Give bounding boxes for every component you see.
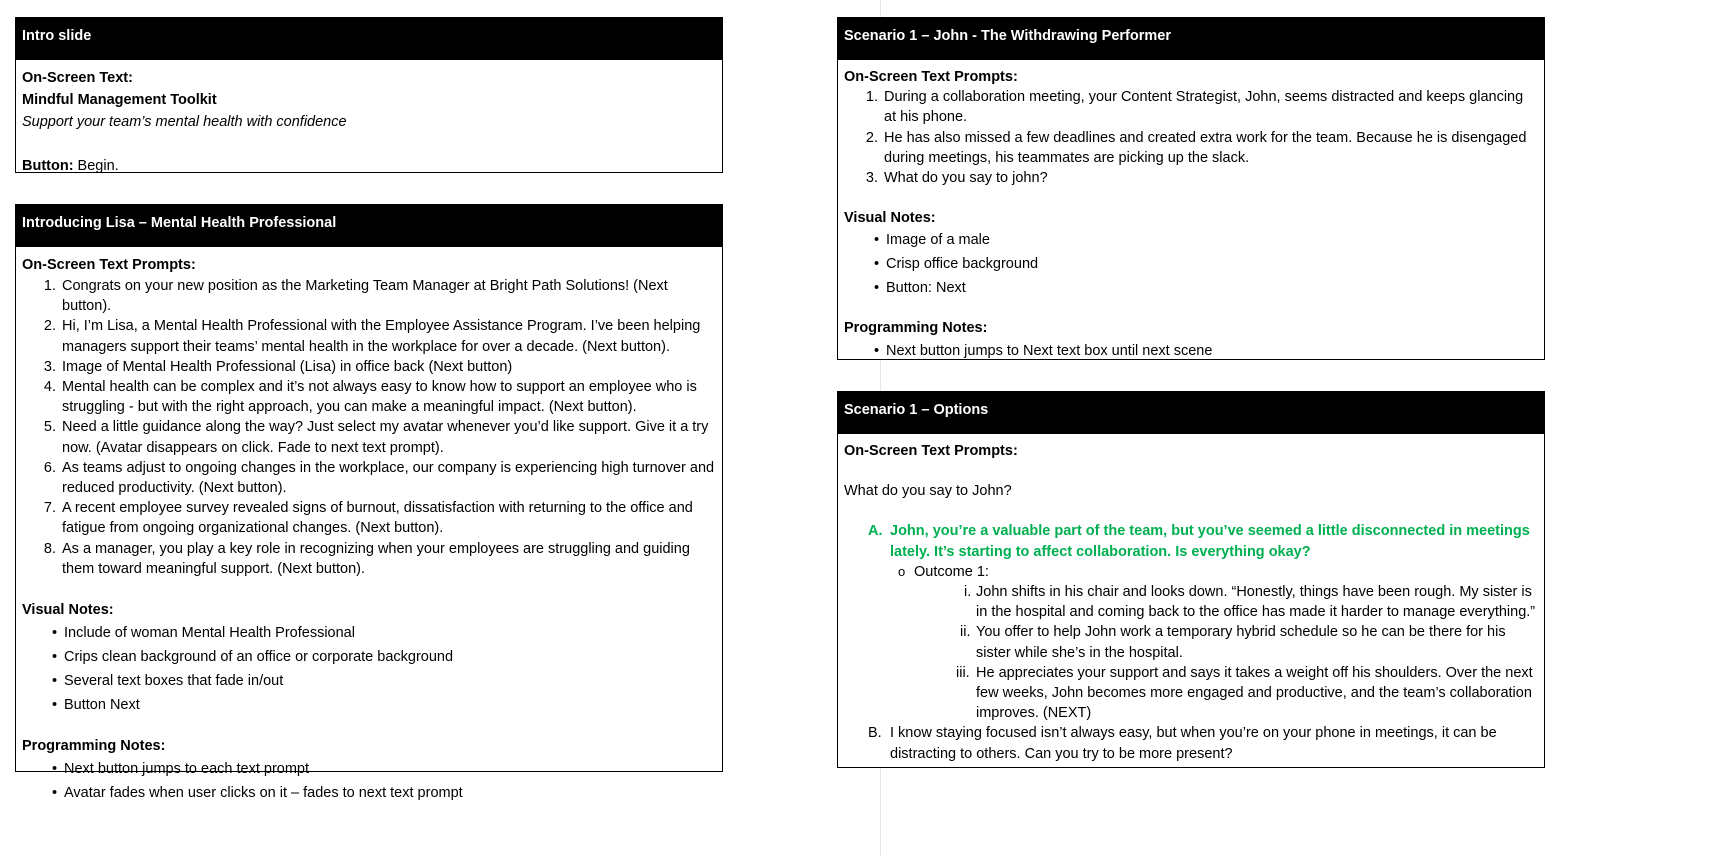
lisa-visual-list xyxy=(22,621,716,717)
scenario1-prompts-list xyxy=(844,87,1538,188)
option-a-text: John, you’re a valuable part of the team, but you’ve seemed a little disconnected in meetings lately. It’s starting to affect collaboration. Is everything okay? xyxy=(890,523,1530,560)
outcome-label: Outcome 1: xyxy=(914,563,989,580)
intro-slide-box xyxy=(15,17,723,173)
list-item: 4. Mental health can be complex and it’s not always easy to know how to support an employee who is struggling - but with the right approach, you can make a meaningful impact. (Next button). xyxy=(60,377,716,417)
list-item: • Crisp office background xyxy=(886,252,1538,276)
list-item: • Include of woman Mental Health Professional xyxy=(64,621,716,645)
list-item: i. John shifts in his chair and looks down. “Honestly, things have been rough. My sister is in the hospital and coming back to the office has made it harder to manage everything.” xyxy=(964,584,1536,621)
intro-button-value: Begin. xyxy=(73,158,119,174)
scenario1-visual-label: Visual Notes: xyxy=(844,210,936,227)
scenario1-visual-list xyxy=(844,228,1538,300)
list-item: 3. Image of Mental Health Professional (Lisa) in office back (Next button) xyxy=(60,357,716,377)
list-item: 8. As a manager, you play a key role in recognizing when your employees are struggling and guiding them toward meaningful support. (Next button). xyxy=(60,539,716,579)
list-item: 5. Need a little guidance along the way? Just select my avatar whenever you’d like support. Give it a try now. (Avatar disappears on click. Fade to next text prompt). xyxy=(60,417,716,457)
outcome-1 xyxy=(866,562,1538,582)
option-b xyxy=(868,723,1538,763)
option-b-text: I know staying focused isn’t always easy, but when you’re on your phone in meetings, it can be distracting to others. Can you try to be more present? xyxy=(890,725,1497,762)
list-item: 6. As teams adjust to ongoing changes in the workplace, our company is experiencing high turnover and reduced productivity. (Next button). xyxy=(60,458,716,498)
intro-onscreen-label: On-Screen Text: xyxy=(22,70,133,86)
lisa-visual-label: Visual Notes: xyxy=(22,602,114,619)
list-item: • Avatar fades when user clicks on it – fades to next text prompt xyxy=(64,781,716,805)
outcome-1-list xyxy=(866,582,1538,723)
list-item: 1. Congrats on your new position as the Marketing Team Manager at Bright Path Solutions! (Next button). xyxy=(60,276,716,316)
list-item: • Several text boxes that fade in/out xyxy=(64,669,716,693)
lisa-programming-list xyxy=(22,757,716,805)
document-page-right xyxy=(844,0,1728,856)
option-a-marker: A. xyxy=(868,523,883,540)
scenario1-programming-list xyxy=(844,339,1538,363)
list-item: • Image of a male xyxy=(886,228,1538,252)
options-question: What do you say to John? xyxy=(844,483,1012,500)
list-item: 7. A recent employee survey revealed signs of burnout, dissatisfaction with returning to the office and fatigue from ongoing organizational changes. (Next button). xyxy=(60,498,716,538)
list-item: ii. You offer to help John work a temporary hybrid schedule so he can be there for his sister while she’s in the hospital. xyxy=(960,624,1506,661)
list-item: 2. He has also missed a few deadlines and created extra work for the team. Because he is disengaged during meetings, his teammates are picking up the slack. xyxy=(882,128,1538,168)
list-item: 1. During a collaboration meeting, your Content Strategist, John, seems distracted and keeps glancing at his phone. xyxy=(882,87,1538,127)
scenario1-options-box xyxy=(837,391,1545,768)
intro-tagline: Support your team’s mental health with confidence xyxy=(22,114,347,130)
intro-button-note xyxy=(22,155,716,177)
lisa-prompts-label: On-Screen Text Prompts: xyxy=(22,257,196,273)
list-item: • Button: Next xyxy=(886,276,1538,300)
scenario1-programming-label: Programming Notes: xyxy=(844,320,988,337)
option-a xyxy=(868,521,1538,723)
list-item: 3. What do you say to john? xyxy=(882,168,1538,188)
list-item: iii. He appreciates your support and says it takes a weight off his shoulders. Over the next few weeks, John becomes more engaged and productive, and the team’s collaboration improves. (NEXT) xyxy=(956,664,1533,722)
scenario1-prompts-label: On-Screen Text Prompts: xyxy=(844,69,1018,85)
intro-toolkit-title: Mindful Management Toolkit xyxy=(22,92,217,108)
lisa-prompts-list xyxy=(22,276,716,579)
scenario1-options-header: Scenario 1 – Options xyxy=(838,392,1544,434)
options-prompts-label: On-Screen Text Prompts: xyxy=(844,443,1018,459)
scenario1-header: Scenario 1 – John - The Withdrawing Performer xyxy=(838,18,1544,60)
list-item: • Next button jumps to Next text box until next scene xyxy=(886,339,1538,363)
outcome-marker: o xyxy=(898,563,906,579)
option-b-marker: B. xyxy=(868,725,882,742)
list-item: 2. Hi, I’m Lisa, a Mental Health Professional with the Employee Assistance Program. I’ve been helping managers support their teams’ mental health in the workplace for over a decade. (Next button). xyxy=(60,316,716,356)
lisa-intro-header: Introducing Lisa – Mental Health Professional xyxy=(16,205,722,247)
options-list xyxy=(844,521,1538,763)
lisa-programming-label: Programming Notes: xyxy=(22,738,166,755)
intro-slide-header: Intro slide xyxy=(16,18,722,60)
intro-button-label: Button: xyxy=(22,158,74,174)
list-item: • Next button jumps to each text prompt xyxy=(64,757,716,781)
lisa-intro-box xyxy=(15,204,723,802)
list-item: • Button Next xyxy=(64,693,716,717)
scenario1-box xyxy=(837,17,1545,360)
list-item: • Crips clean background of an office or corporate background xyxy=(64,645,716,669)
